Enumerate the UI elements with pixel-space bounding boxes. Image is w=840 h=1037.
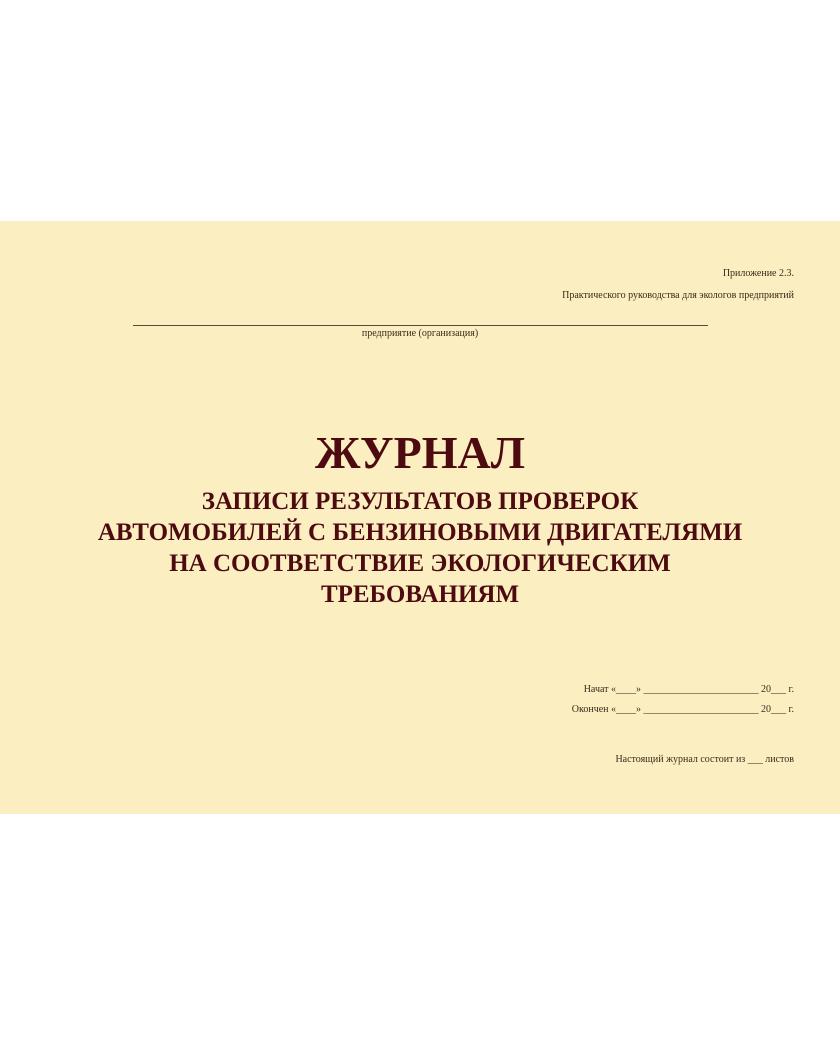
- appendix-label: Приложение 2.3.: [722, 268, 794, 279]
- started-date-line: Начат «____» _______________________ 20___ г.: [583, 684, 794, 695]
- journal-title: ЖУРНАЛ: [315, 427, 525, 478]
- guide-reference: Практического руководства для экологов предприятий: [562, 290, 794, 301]
- organization-line: [133, 325, 708, 326]
- subtitle-line: ЗАПИСИ РЕЗУЛЬТАТОВ ПРОВЕРОК: [201, 488, 639, 515]
- journal-dates: [572, 680, 794, 720]
- organization-caption: предприятие (организация): [361, 328, 479, 339]
- journal-cover: [0, 221, 840, 814]
- journal-subtitle: [0, 486, 840, 610]
- subtitle-line: ТРЕБОВАНИЯМ: [320, 581, 520, 608]
- subtitle-line: АВТОМОБИЛЕЙ С БЕНЗИНОВЫМИ ДВИГАТЕЛЯМИ: [97, 519, 743, 546]
- finished-date-line: Окончен «____» _______________________ 20___ г.: [571, 704, 794, 715]
- subtitle-line: НА СООТВЕТСТВИЕ ЭКОЛОГИЧЕСКИМ: [169, 550, 671, 577]
- sheet-count-line: Настоящий журнал состоит из ___ листов: [615, 754, 794, 765]
